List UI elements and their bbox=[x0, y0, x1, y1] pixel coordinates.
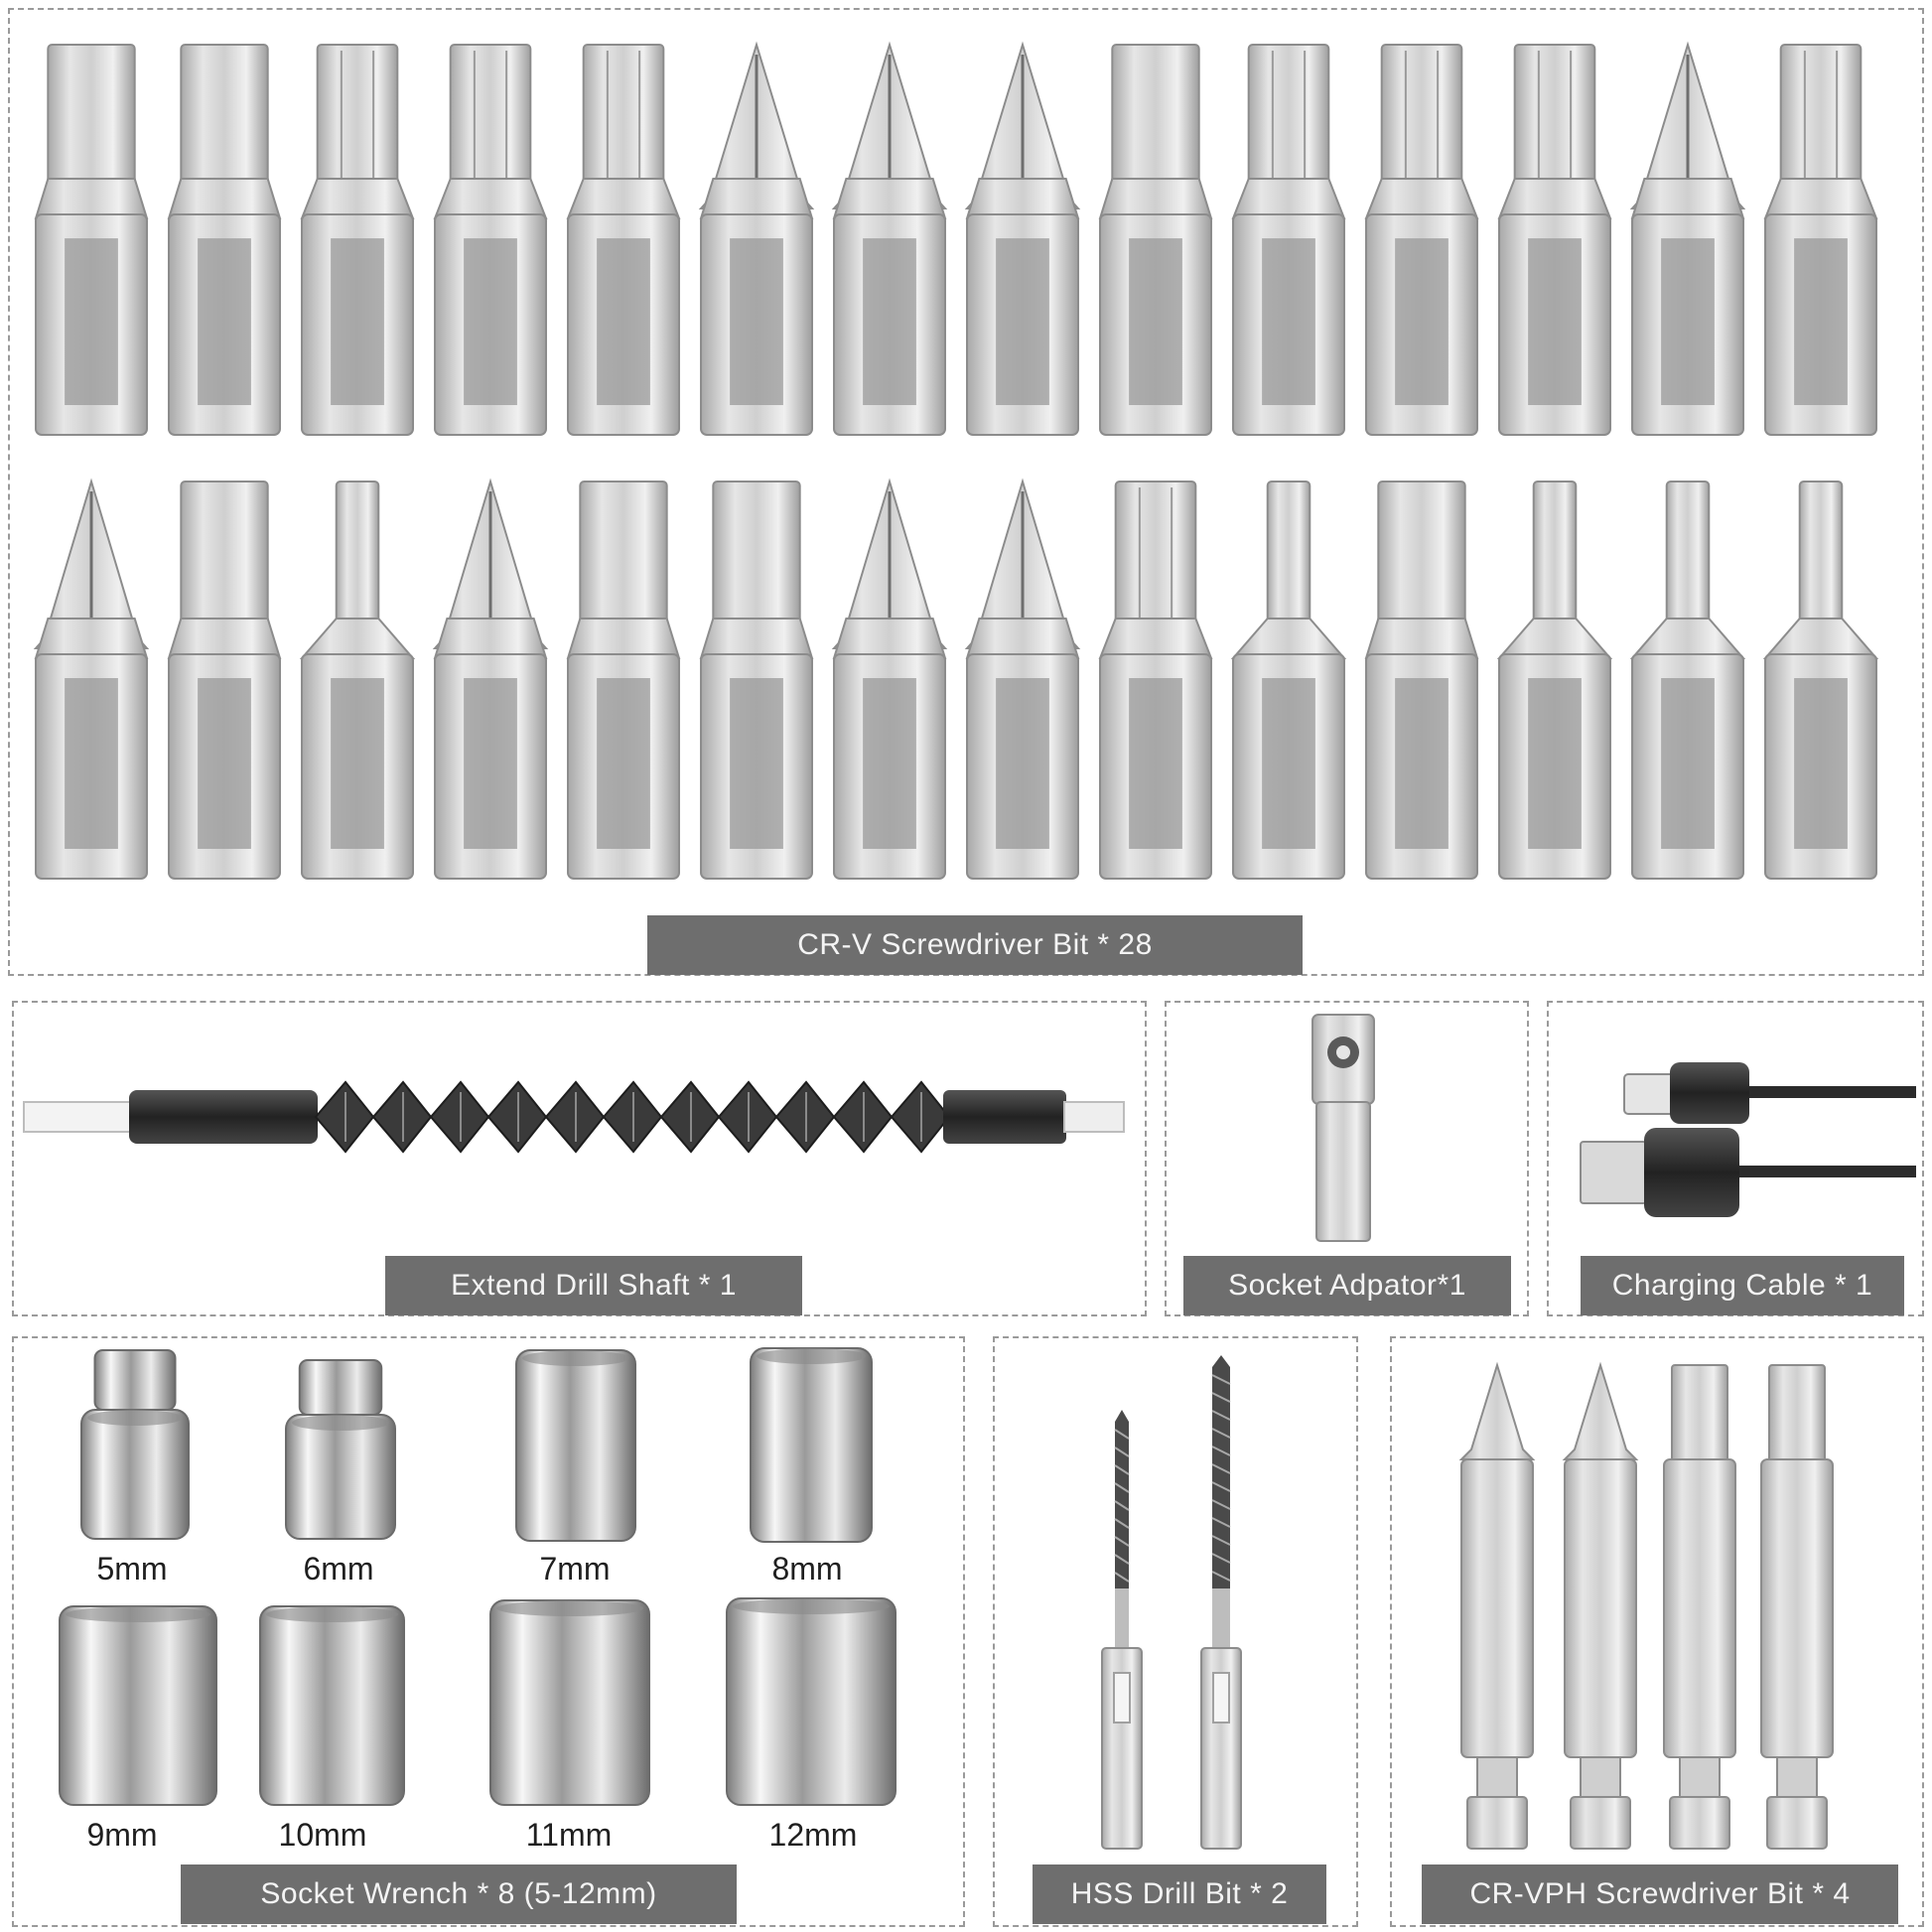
micro-usb-housing bbox=[1670, 1062, 1749, 1124]
socket-size-12mm: 12mm bbox=[768, 1817, 858, 1853]
adapter-hex-shank bbox=[1316, 1102, 1370, 1241]
usb-a-housing bbox=[1644, 1128, 1739, 1217]
screwdriver-bit bbox=[169, 45, 280, 435]
screwdriver-bits-group bbox=[36, 45, 1876, 879]
screwdriver-bit bbox=[967, 482, 1078, 879]
socket-size-9mm: 9mm bbox=[86, 1817, 158, 1853]
shaft-tip bbox=[24, 1102, 133, 1132]
screwdriver-bit bbox=[568, 482, 679, 879]
charging-cable-label: Charging Cable * 1 bbox=[1581, 1256, 1904, 1315]
socket-size-6mm: 6mm bbox=[303, 1551, 374, 1587]
screwdriver-bit bbox=[1632, 482, 1743, 879]
screwdriver-bits-label: CR-V Screwdriver Bit * 28 bbox=[647, 915, 1303, 975]
micro-usb-plug bbox=[1624, 1074, 1674, 1114]
screwdriver-bit bbox=[967, 45, 1078, 435]
vph-bit-phillips-2 bbox=[1565, 1365, 1636, 1849]
screwdriver-bit bbox=[302, 482, 413, 879]
screwdriver-bit bbox=[1499, 45, 1610, 435]
socket-size-11mm: 11mm bbox=[525, 1817, 613, 1853]
screwdriver-bit bbox=[834, 45, 945, 435]
screwdriver-bit bbox=[1765, 482, 1876, 879]
socket-wrench-label: Socket Wrench * 8 (5-12mm) bbox=[181, 1864, 737, 1924]
screwdriver-bit bbox=[701, 45, 812, 435]
hss-drill-bits bbox=[1102, 1355, 1241, 1849]
charging-cable bbox=[1581, 1062, 1916, 1217]
vph-bit-slotted-1 bbox=[1664, 1365, 1735, 1849]
hss-drill-label: HSS Drill Bit * 2 bbox=[1033, 1864, 1326, 1924]
socket-adapter bbox=[1312, 1015, 1374, 1241]
vph-bits-label: CR-VPH Screwdriver Bit * 4 bbox=[1422, 1864, 1898, 1924]
extend-shaft-label: Extend Drill Shaft * 1 bbox=[385, 1256, 802, 1315]
socket-size-7mm: 7mm bbox=[539, 1551, 611, 1587]
socket-size-5mm: 5mm bbox=[96, 1551, 168, 1587]
screwdriver-bit bbox=[1366, 482, 1477, 879]
socket-8mm bbox=[751, 1348, 872, 1542]
drill-bit-large bbox=[1201, 1355, 1241, 1849]
shaft-collar bbox=[943, 1090, 1066, 1144]
screwdriver-bit bbox=[435, 482, 546, 879]
socket-11mm bbox=[490, 1600, 649, 1805]
screwdriver-bit bbox=[1233, 482, 1344, 879]
screwdriver-bit bbox=[169, 482, 280, 879]
screwdriver-bit bbox=[36, 482, 147, 879]
socket-size-10mm: 10mm bbox=[278, 1817, 367, 1853]
screwdriver-bit bbox=[1632, 45, 1743, 435]
screwdriver-bit bbox=[1765, 45, 1876, 435]
screwdriver-bit bbox=[302, 45, 413, 435]
usb-a-plug bbox=[1581, 1142, 1646, 1203]
drill-bit-small bbox=[1102, 1410, 1142, 1849]
screwdriver-bit bbox=[1499, 482, 1610, 879]
screwdriver-bit bbox=[1100, 45, 1211, 435]
shaft-end bbox=[1064, 1102, 1124, 1132]
socket-10mm bbox=[260, 1606, 404, 1805]
screwdriver-bit bbox=[1100, 482, 1211, 879]
vph-bit-phillips-1 bbox=[1461, 1365, 1533, 1849]
screwdriver-bit bbox=[834, 482, 945, 879]
screwdriver-bit bbox=[36, 45, 147, 435]
socket-adapter-label: Socket Adpator*1 bbox=[1183, 1256, 1511, 1315]
socket-6mm bbox=[286, 1360, 395, 1539]
shaft-handle bbox=[129, 1090, 318, 1144]
socket-size-8mm: 8mm bbox=[771, 1551, 843, 1587]
screwdriver-bit bbox=[701, 482, 812, 879]
socket-7mm bbox=[516, 1350, 635, 1541]
socket-5mm bbox=[81, 1350, 189, 1539]
screwdriver-bit bbox=[568, 45, 679, 435]
socket-9mm bbox=[60, 1606, 216, 1805]
socket-12mm bbox=[727, 1598, 896, 1805]
screwdriver-bit bbox=[1366, 45, 1477, 435]
screwdriver-bit bbox=[1233, 45, 1344, 435]
vph-screwdriver-bits bbox=[1461, 1365, 1833, 1849]
vph-bit-slotted-2 bbox=[1761, 1365, 1833, 1849]
extend-drill-shaft bbox=[24, 1082, 1124, 1152]
screwdriver-bit bbox=[435, 45, 546, 435]
